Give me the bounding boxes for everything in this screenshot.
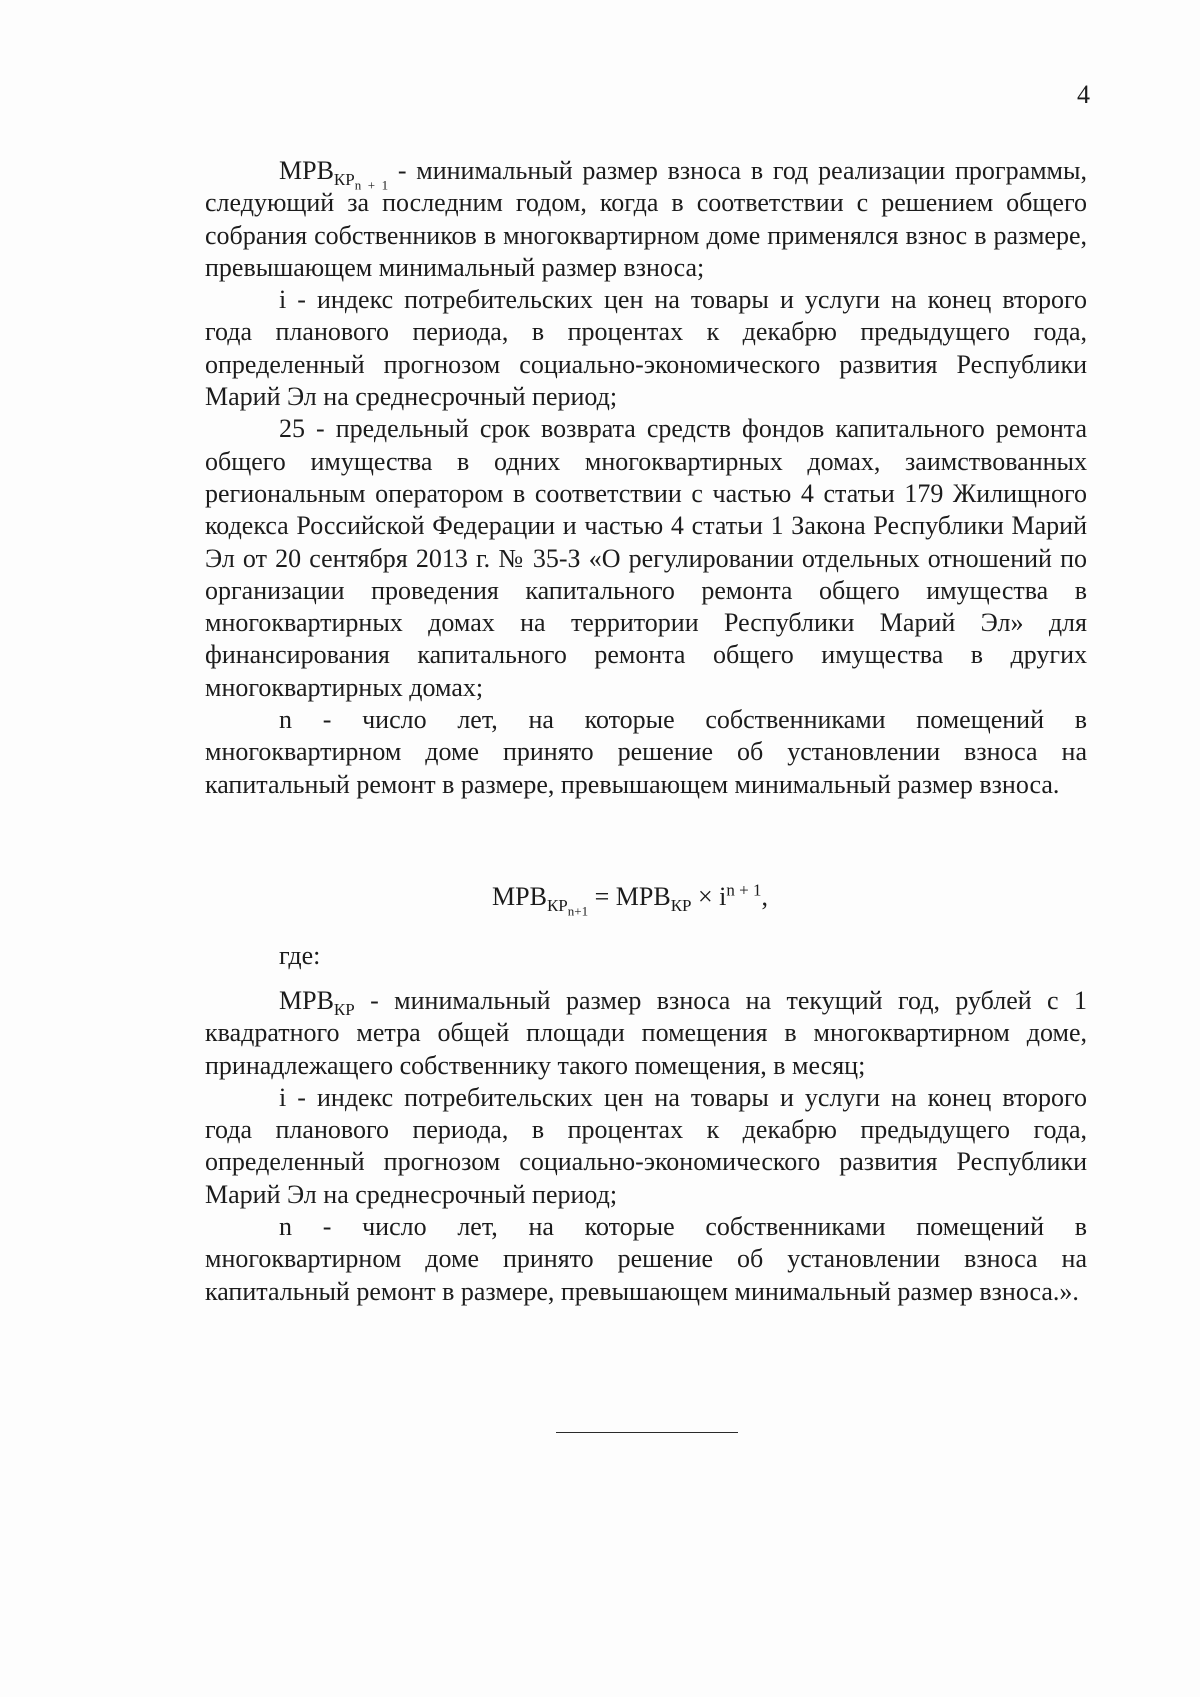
formula-lhs-sub: КР: [546, 896, 568, 916]
formula-lhs: МРВ: [492, 882, 547, 911]
formula-exponent: n + 1: [726, 880, 762, 900]
symbol-kr-subscript: [333, 170, 389, 193]
definition-text: - минимальный размер взноса на текущий год, рублей с 1 квадратного метра общей площади помещения в многоквартирном доме, принадлежащего собственнику такого помещения, в месяц;: [205, 986, 1087, 1080]
definition-mrv-kr: [205, 985, 1087, 1082]
formula-lhs-subsub: n+1: [567, 903, 589, 919]
end-divider-line: [556, 1432, 738, 1433]
definition-i: i - индекс потребительских цен на товары и услуги на конец второго года планового периода, в процентах к декабрю предыдущего года, определенный прогнозом социально-экономического развития Республики Марий Эл на среднесрочный период;: [205, 285, 1087, 412]
definition-i: i - индекс потребительских цен на товары и услуги на конец второго года планового периода, в процентах к декабрю предыдущего года, определенный прогнозом социально-экономического развития Республики Марий Эл на среднесрочный период;: [205, 1082, 1087, 1209]
formula-lhs-subscript: [546, 896, 589, 919]
definition-n: n - число лет, на которые собственниками помещений в многоквартирном доме принято решение об установлении взноса на капитальный ремонт в размере, превышающем минимальный размер взноса.: [205, 705, 1087, 799]
definition-n: n - число лет, на которые собственниками помещений в многоквартирном доме принято решение об установлении взноса на капитальный ремонт в размере, превышающем минимальный размер взноса.».: [205, 1212, 1087, 1306]
subscript-kr: КР: [333, 170, 355, 190]
formula-tail: ,: [761, 882, 768, 911]
formula-rhs-sub: КР: [670, 896, 692, 916]
formula-equals: =: [588, 882, 616, 911]
where-label: где:: [279, 941, 321, 970]
subscript-kr: КР: [333, 1000, 355, 1020]
symbol-mrv: МРВ: [279, 986, 334, 1015]
definitions-top: [205, 155, 1087, 801]
definition-25: 25 - предельный срок возврата средств фондов капитального ремонта общего имущества в одних многоквартирных домах, заимствованных региональным оператором в соответствии с частью 4 статьи 179 Жилищного кодекса Российской Федерации и частью 4 статьи 1 Закона Республики Марий Эл от 20 сентября 2013 г. № 35-З «О регулировании отдельных отношений по организации проведения капитального ремонта общего имущества в многоквартирных домах на территории Республики Марий Эл» для финансирования капитального ремонта общего имущества в других многоквартирных домах;: [205, 414, 1087, 702]
symbol-mrv: МРВ: [279, 156, 334, 185]
subscript-n1: n + 1: [354, 177, 389, 193]
definition-mrv-kr-n1: [205, 155, 1087, 284]
formula-rhs: МРВ: [615, 882, 671, 911]
formula-times-i: × i: [691, 882, 727, 911]
page-number: 4: [1077, 80, 1090, 109]
formula: [0, 880, 1200, 919]
definitions-bottom: [205, 985, 1087, 1308]
definition-text: - минимальный размер взноса в год реализации программы, следующий за последним годом, когда в соответствии с решением общего собрания собственников в многоквартирном доме применялся взнос в размере, превышающем минимальный размер взноса;: [205, 156, 1087, 282]
